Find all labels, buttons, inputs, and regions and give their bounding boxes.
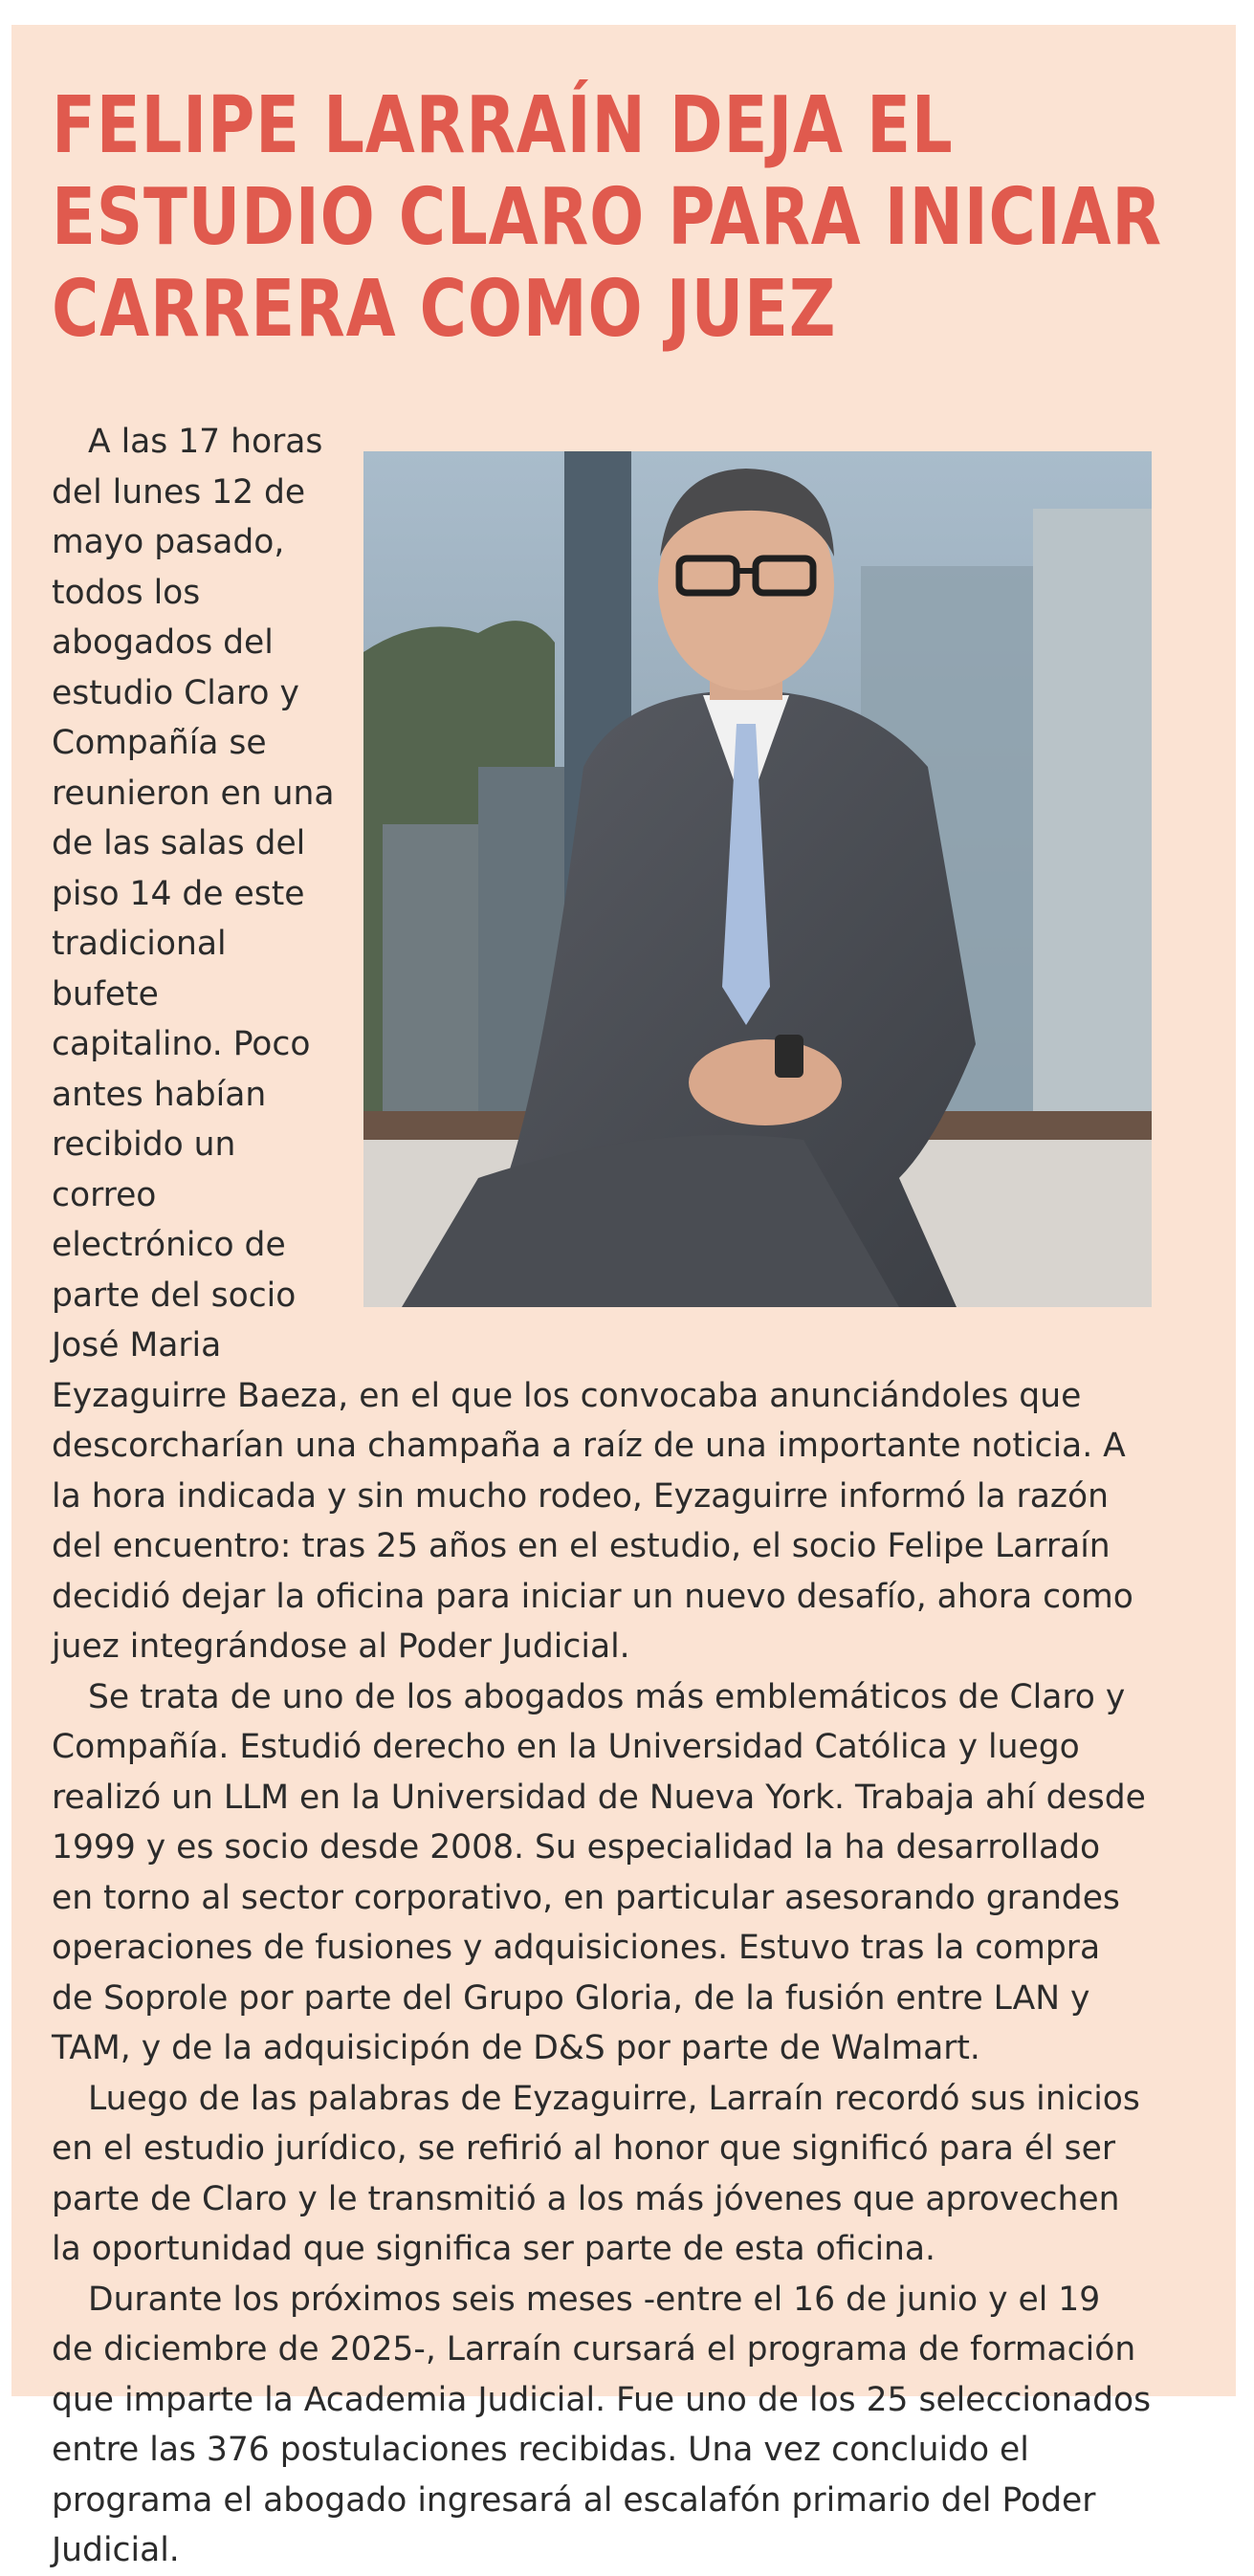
article-headline: FELIPE LARRAÍN DEJA EL ESTUDIO CLARO PARA INICIAR CARRERA COMO JUEZ: [52, 80, 1162, 355]
paragraph-4: Durante los próximos seis meses -entre el 16 de junio y el 19 de diciembre de 2025-, Larraín cursará el programa de formación que imparte la Academia Judicial. Fue uno de los 25 seleccionados entre las 376 postulaciones recibidas. Una vez concluido el programa el abogado ingresará al escalafón primario del Poder Judicial.: [52, 2280, 1152, 2569]
portrait-photo: [363, 451, 1152, 1307]
news-article: [11, 25, 1236, 2569]
portrait-illustration: [363, 451, 1152, 1307]
article-body: [52, 417, 1152, 2576]
paragraph-2: Se trata de uno de los abogados más emblemáticos de Claro y Compañía. Estudió derecho en la Universidad Católica y luego realizó un LLM en la Universidad de Nueva York. Trabaja ahí desde 1999 y es socio desde 2008. Su especialidad la ha desarrollado en torno al sector corporativo, en particular asesorando grandes operaciones de fusiones y adquisiciones. Estuvo tras la compra de Soprole por parte del Grupo Gloria, de la fusión entre LAN y TAM, y de la adquisicipón de D&S por parte de Walmart.: [52, 1677, 1146, 2067]
paragraph-1: A las 17 horas del lunes 12 de mayo pasado, todos los abogados del estudio Claro y Compañía se reunieron en una de las salas del piso 14 de este tradicional bufete capitalino. Poco antes habían recibido un correo electrónico de parte del socio José Maria Eyzaguirre Baeza, en el que los convocaba anunciándoles que descorcharían una champaña a raíz de una importante noticia. A la hora indicada y sin mucho rodeo, Eyzaguirre informó la razón del encuentro: tras 25 años en el estudio, el socio Felipe Larraín decidió dejar la oficina para iniciar un nuevo desafío, ahora como juez integrándose al Poder Judicial.: [52, 423, 1133, 1666]
paragraph-3: Luego de las palabras de Eyzaguirre, Larraín recordó sus inicios en el estudio jurídico, se refirió al honor que significó para él ser parte de Claro y le transmitió a los más jóvenes que aprovechen la oportunidad que significa ser parte de esta oficina.: [52, 2079, 1140, 2268]
